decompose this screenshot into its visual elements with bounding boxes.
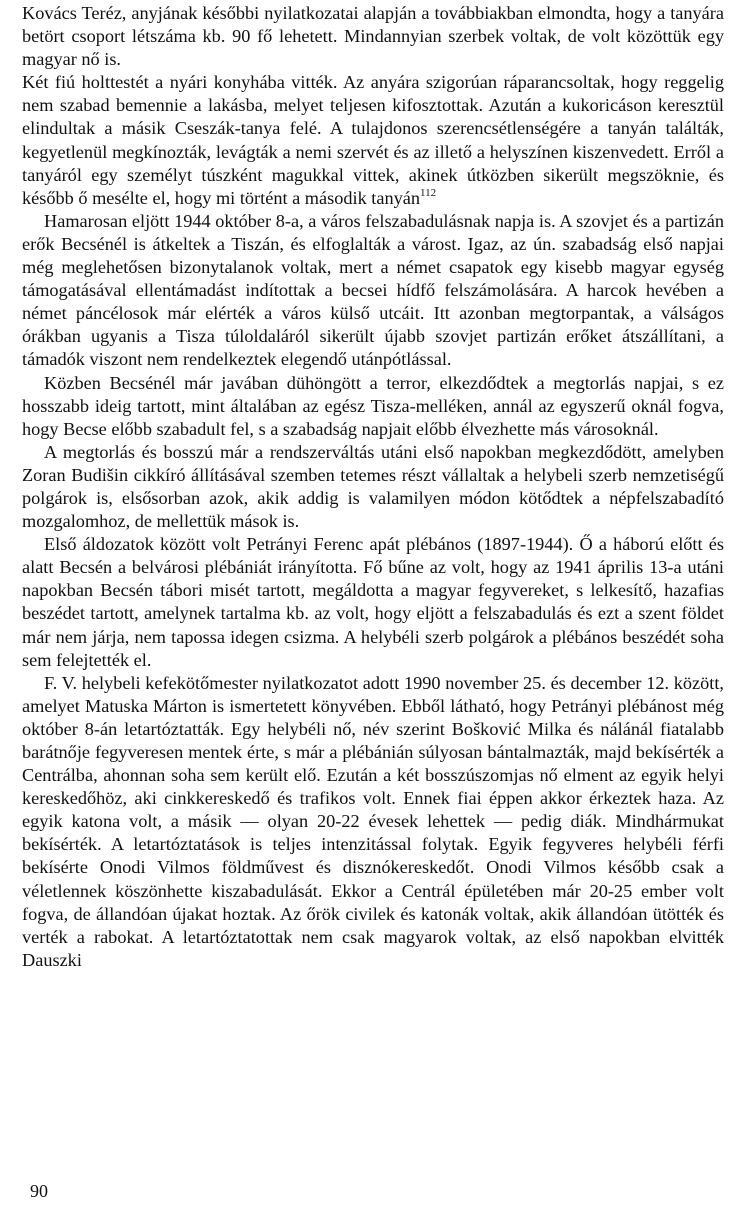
paragraph-kovacs-terez: Kovács Teréz, anyjának későbbi nyilatkozatai alapján a továbbiakban elmondta, hogy a tanyára betört csoport létszáma kb. 90 fő lehetett. Mindannyian szerbek voltak, de volt közöttük egy magyar nő is. <box>22 3 724 70</box>
paragraph-ket-fiu-text: Két fiú holttestét a nyári konyhába vitték. Az anyára szigorúan ráparancsoltak, hogy reggelig nem szabad bemennie a lakásba, melyet teljesen kifosztottak. Azután a kukoricáson keresztül elindultak a másik Cseszák-tanya felé. A tulajdonos szerencsétlenségére a tanyán találták, kegyetlenül megkínozták, levágták a nemi szervét és az illető a helyszínen kiszenvedett. Erről a tanyáról egy személyt túszként magukkal vittek, akinek útközben sikerült megszöknie, és később ő mesélte el, hogy mi történt a második tanyán <box>22 72 724 208</box>
page-body <box>22 2 724 972</box>
page-number: 90 <box>30 1181 48 1201</box>
paragraph-ket-fiu <box>22 71 724 210</box>
footnote-reference[interactable]: 112 <box>420 186 437 199</box>
paragraph-felszabadulas: Hamarosan eljött 1944 október 8-a, a város felszabadulásnak napja is. A szovjet és a partizán erők Becsénél is átkeltek a Tiszán, és elfoglalták a várost. Igaz, az ún. szabadság első napjai még meglehetősen bizonytalanok voltak, mert a német csapatok egy kisebb magyar egység támogatásával ellentámadást indítottak a becsei hídfő felszámolására. A harcok hevében a német páncélosok már elérték a város külső utcáit. Itt azonban megtorpantak, a válságos órákban ugyanis a Tisza túloldaláról sikerült újabb szovjet partizán erőket átszállítani, a támadók viszont nem rendelkeztek elegendő utánpótlással. <box>22 210 724 370</box>
paragraph-nyilatkozat: F. V. helybeli kefekötőmester nyilatkozatot adott 1990 november 25. és december 12. között, amelyet Matuska Márton is ismertetett könyvében. Ebből látható, hogy Petrányi plébánost még október 8-án letartóztatták. Egy helybéli nő, név szerint Bošković Milka és nálánál fiatalabb barátnője fegyveresen mentek érte, s már a plébánián súlyosan bántalmazták, majd bekísérték a Centrálba, ahonnan soha sem került elő. Ezután a két bosszúszomjas nő elment az egyik helyi kereskedőhöz, aki cinkkereskedő és trafikos volt. Ennek fiai éppen akkor érkeztek haza. Az egyik katona volt, a másik — olyan 20-22 évesek lehettek — pedig diák. Mindhármukat bekísérték. A letartóztatások is teljes intenzitással folytak. Egyik fegyveres helybéli férfi bekísérte Onodi Vilmos földművest és disznókereskedőt. Onodi Vilmos később csak a véletlennek köszönhette kiszabadulását. Ekkor a Centrál épületében már 20-25 ember volt fogva, de állandóan újakat hoztak. Az őrök civilek és katonák voltak, akik állandóan ütötték és verték a rabokat. A letartóztatottak nem csak magyarok voltak, az első napokban elvitték Dauszki <box>22 672 724 970</box>
paragraph-terror: Közben Becsénél már javában dühöngött a terror, elkezdődtek a megtorlás napjai, s ez hosszabb ideig tartott, mint általában az egész Tisza-melléken, annál az egyszerű oknál fogva, hogy Becse előbb szabadult fel, s a szabadság napjait előbb élvezhette más városoknál. <box>22 372 724 439</box>
paragraph-petranyi: Első áldozatok között volt Petrányi Ferenc apát plébános (1897-1944). Ő a háború előtt és alatt Becsén a belvárosi plébániát irányította. Fő bűne az volt, hogy az 1941 április 13-a utáni napokban Becsén tábori misét tartott, megáldotta a magyar fegyvereket, s lelkesítő, hazafias beszédet tartott, amelynek tartalma kb. az volt, hogy eljött a felszabadulás és ezt a szent földet már nem járja, nem tapossa idegen csizma. A helybéli szerb polgárok a plébános beszédét soha sem felejtették el. <box>22 534 724 670</box>
paragraph-megtorlas: A megtorlás és bosszú már a rendszerváltás utáni első napokban megkezdődött, amelyben Zoran Budišin cikkíró állításával szemben tetemes részt vállaltak a helybeli szerb nemzetiségű polgárok is, elsősorban azok, akik addig is valamilyen módon kötődtek a népfelszabadító mozgalomhoz, de mellettük mások is. <box>22 441 724 532</box>
